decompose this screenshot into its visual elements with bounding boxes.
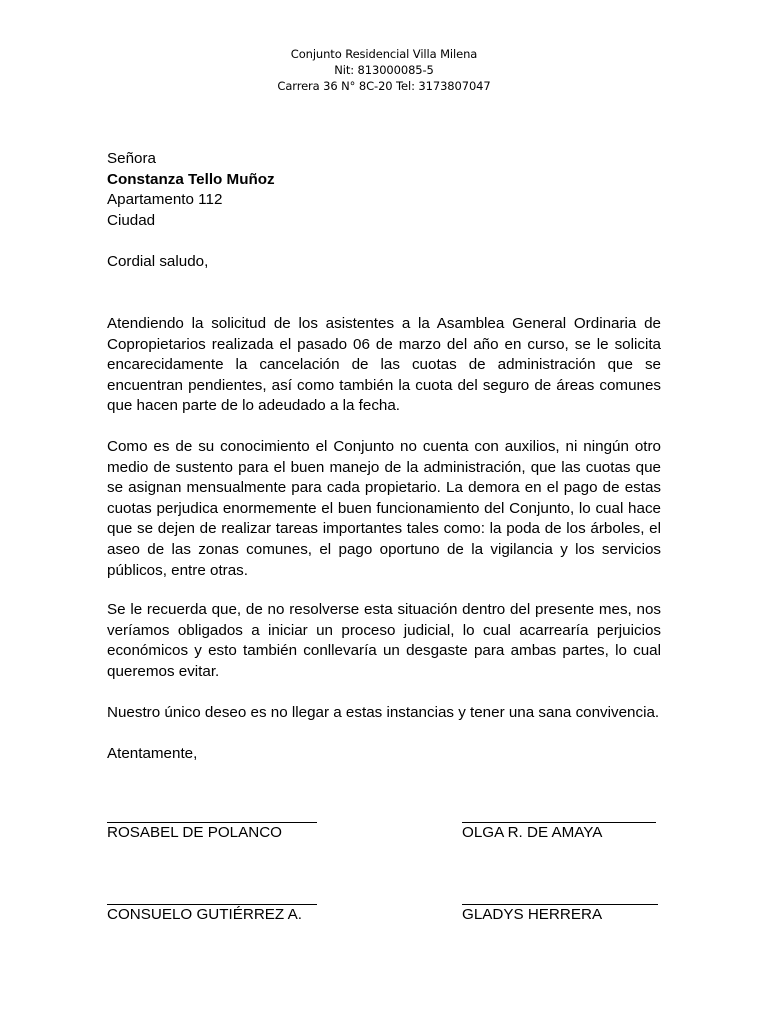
recipient-salutation: Señora	[107, 150, 156, 167]
paragraph-warning: Se le recuerda que, de no resolverse esta situación dentro del presente mes, nos veríamos obligados a iniciar un proceso judicial, lo cual acarrearía perjuicios económicos y esto también conllevaría un desgaste para ambas partes, lo cual queremos evitar.	[107, 601, 661, 680]
closing: Atentamente,	[107, 745, 198, 762]
signature-block	[107, 806, 317, 843]
recipient-block	[107, 149, 661, 231]
paragraph-context: Como es de su conocimiento el Conjunto no cuenta con auxilios, ni ningún otro medio de sustento para el buen manejo de la administración, que las cuotas que se asignan mensualmente para cada propietario. La demora en el pago de estas cuotas perjudica enormemente el buen funcionamiento del Conjunto, lo cual hace que se dejen de realizar tareas importantes tales como: la poda de los árboles, el aseo de las zonas comunes, el pago oportuno de la vigilancia y los servicios públicos, entre otras.	[107, 438, 661, 579]
recipient-city: Ciudad	[107, 211, 156, 229]
greeting: Cordial saludo,	[107, 253, 209, 270]
paragraph-wish: Nuestro único deseo es no llegar a estas instancias y tener una sana convivencia.	[107, 704, 660, 721]
letterhead-nit: Nit: 813000085-5	[334, 63, 434, 77]
letterhead	[0, 46, 768, 94]
signature-block	[107, 888, 317, 925]
recipient-name: Constanza Tello Muñoz	[107, 170, 275, 188]
signature-block	[462, 806, 656, 843]
signatory-name: CONSUELO GUTIÉRREZ A.	[107, 906, 302, 923]
letterhead-address: Carrera 36 N° 8C-20 Tel: 3173807047	[277, 79, 491, 93]
signatory-name: OLGA R. DE AMAYA	[462, 824, 603, 841]
signatory-name: GLADYS HERRERA	[462, 906, 603, 923]
letterhead-org-name: Conjunto Residencial Villa Milena	[290, 47, 478, 61]
recipient-apartment: Apartamento 112	[107, 191, 223, 209]
signature-block	[462, 888, 658, 925]
signatory-name: ROSABEL DE POLANCO	[107, 824, 282, 841]
paragraph-request: Atendiendo la solicitud de los asistentes a la Asamblea General Ordinaria de Copropietarios realizada el pasado 06 de marzo del año en curso, se le solicita encarecidamente la cancelación de las cuotas de administración que se encuentran pendientes, así como también la cuota del seguro de áreas comunes que hacen parte de lo adeudado a la fecha.	[107, 315, 661, 415]
